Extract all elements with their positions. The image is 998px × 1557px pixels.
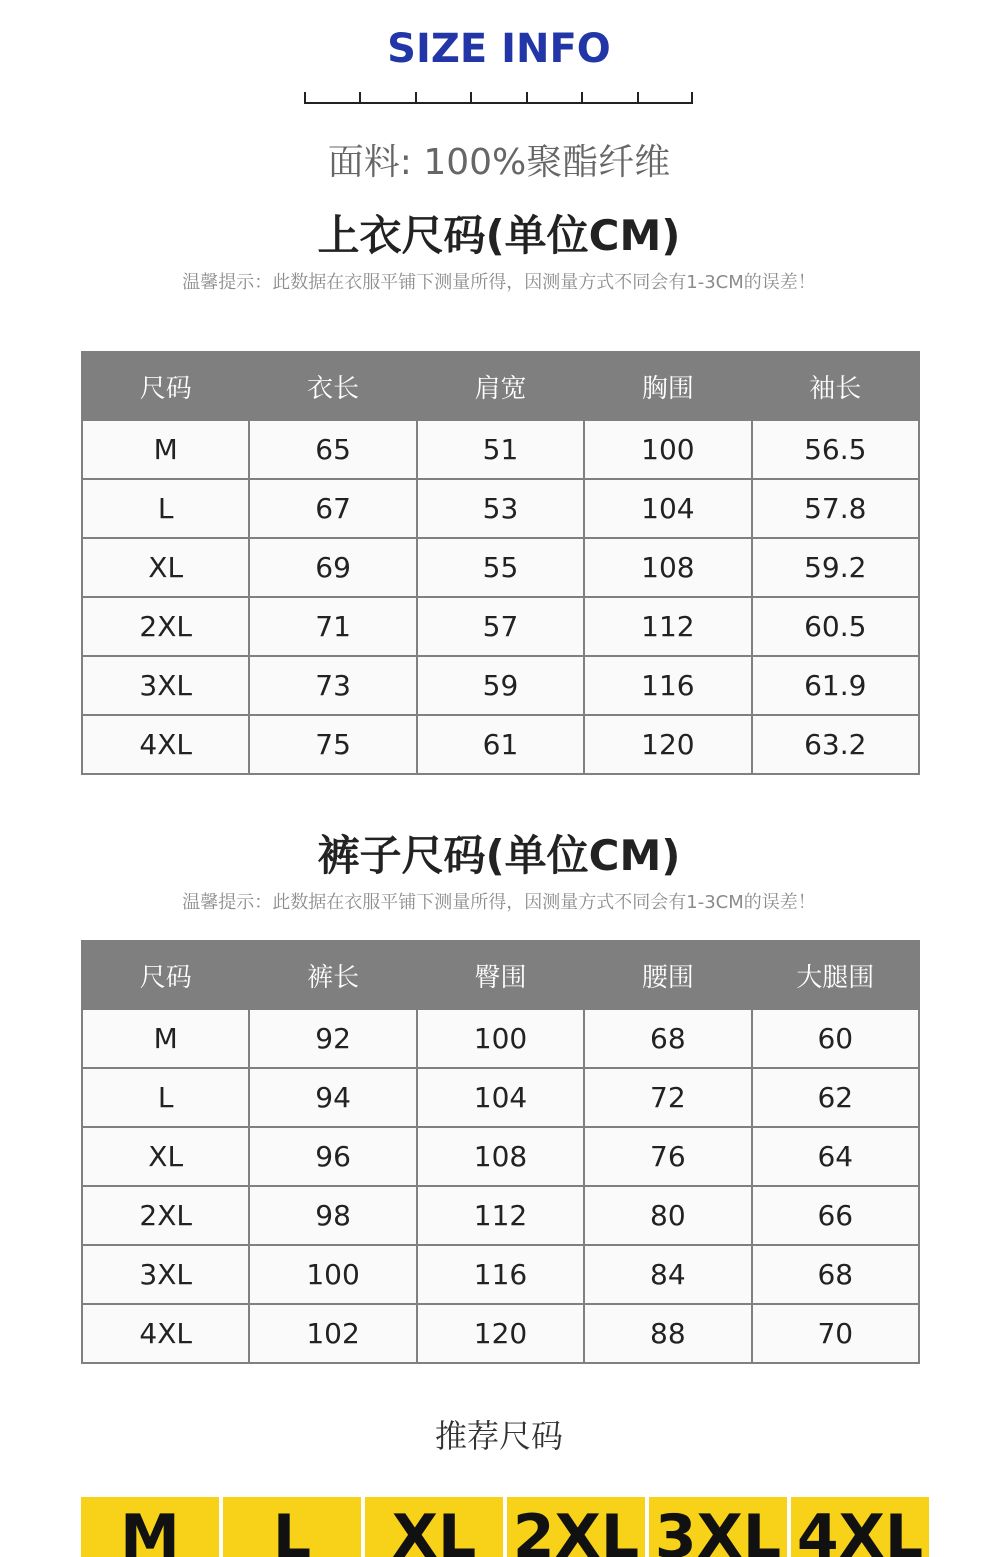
size-info-title: SIZE INFO: [387, 26, 611, 72]
table-cell: 71: [249, 597, 416, 656]
table-row: [82, 1127, 919, 1186]
table-cell: 3XL: [82, 656, 249, 715]
table-row: [82, 1068, 919, 1127]
table-cell: 57.8: [752, 479, 919, 538]
table-cell: 108: [417, 1127, 584, 1186]
table-row: [82, 597, 919, 656]
ruler-tick: [359, 92, 361, 102]
table-cell: 3XL: [82, 1245, 249, 1304]
table-cell: 68: [584, 1009, 751, 1068]
table-cell: 4XL: [82, 1304, 249, 1363]
table-cell: XL: [82, 1127, 249, 1186]
table-row: [82, 1186, 919, 1245]
table-cell: 69: [249, 538, 416, 597]
table-cell: 108: [584, 538, 751, 597]
table-cell: 61: [417, 715, 584, 774]
table-row: [82, 656, 919, 715]
table-row: [82, 715, 919, 774]
table-row: [82, 479, 919, 538]
table-cell: 57: [417, 597, 584, 656]
table-cell: 73: [249, 656, 416, 715]
recommend-size-2xl[interactable]: 2XL: [507, 1497, 645, 1557]
table-cell: 120: [584, 715, 751, 774]
table-cell: 65: [249, 420, 416, 479]
column-header: 尺码: [82, 352, 249, 420]
pants-size-title: 裤子尺码(单位CM): [317, 831, 681, 880]
table-cell: 62: [752, 1068, 919, 1127]
table-cell: 55: [417, 538, 584, 597]
table-cell: 68: [752, 1245, 919, 1304]
ruler-tick: [637, 92, 639, 102]
table-cell: 76: [584, 1127, 751, 1186]
table-cell: 59.2: [752, 538, 919, 597]
table-row: [82, 538, 919, 597]
table-cell: 98: [249, 1186, 416, 1245]
table-cell: 61.9: [752, 656, 919, 715]
column-header: 衣长: [249, 352, 416, 420]
table-cell: 84: [584, 1245, 751, 1304]
table-cell: 56.5: [752, 420, 919, 479]
recommend-size-4xl[interactable]: 4XL: [791, 1497, 929, 1557]
column-header: 胸围: [584, 352, 751, 420]
table-cell: 88: [584, 1304, 751, 1363]
table-cell: 75: [249, 715, 416, 774]
table-cell: 112: [417, 1186, 584, 1245]
table-cell: 116: [417, 1245, 584, 1304]
fabric-info: 面料: 100%聚酯纤维: [327, 142, 671, 183]
table-cell: XL: [82, 538, 249, 597]
table-cell: M: [82, 1009, 249, 1068]
table-cell: 104: [584, 479, 751, 538]
column-header: 尺码: [82, 941, 249, 1009]
table-cell: 64: [752, 1127, 919, 1186]
table-cell: 66: [752, 1186, 919, 1245]
recommend-size-l[interactable]: L: [223, 1497, 361, 1557]
table-cell: M: [82, 420, 249, 479]
table-cell: 120: [417, 1304, 584, 1363]
table-cell: 60: [752, 1009, 919, 1068]
table-cell: 60.5: [752, 597, 919, 656]
table-cell: L: [82, 1068, 249, 1127]
top-size-title: 上衣尺码(单位CM): [317, 211, 681, 260]
recommend-title: 推荐尺码: [434, 1417, 563, 1455]
table-cell: 92: [249, 1009, 416, 1068]
table-cell: 112: [584, 597, 751, 656]
table-row: [82, 1009, 919, 1068]
table-cell: 4XL: [82, 715, 249, 774]
table-header-row: [82, 352, 919, 420]
table-cell: 53: [417, 479, 584, 538]
recommend-size-3xl[interactable]: 3XL: [649, 1497, 787, 1557]
table-cell: 70: [752, 1304, 919, 1363]
table-row: [82, 420, 919, 479]
pants-size-table: [81, 940, 920, 1364]
ruler-decoration: [304, 92, 693, 104]
table-cell: 80: [584, 1186, 751, 1245]
table-cell: 96: [249, 1127, 416, 1186]
table-cell: 2XL: [82, 1186, 249, 1245]
table-row: [82, 1304, 919, 1363]
table-cell: 100: [249, 1245, 416, 1304]
column-header: 大腿围: [752, 941, 919, 1009]
table-cell: 72: [584, 1068, 751, 1127]
ruler-tick: [581, 92, 583, 102]
column-header: 袖长: [752, 352, 919, 420]
table-cell: 100: [417, 1009, 584, 1068]
recommend-size-row: [81, 1497, 929, 1557]
column-header: 臀围: [417, 941, 584, 1009]
column-header: 腰围: [584, 941, 751, 1009]
table-cell: 104: [417, 1068, 584, 1127]
table-row: [82, 1245, 919, 1304]
ruler-tick: [415, 92, 417, 102]
table-cell: 59: [417, 656, 584, 715]
recommend-size-xl[interactable]: XL: [365, 1497, 503, 1557]
table-cell: 2XL: [82, 597, 249, 656]
recommend-size-m[interactable]: M: [81, 1497, 219, 1557]
ruler-tick: [470, 92, 472, 102]
table-cell: L: [82, 479, 249, 538]
column-header: 裤长: [249, 941, 416, 1009]
table-cell: 102: [249, 1304, 416, 1363]
pants-size-note: 温馨提示：此数据在衣服平铺下测量所得，因测量方式不同会有1-3CM的误差！: [182, 892, 816, 913]
table-header-row: [82, 941, 919, 1009]
column-header: 肩宽: [417, 352, 584, 420]
top-size-note: 温馨提示：此数据在衣服平铺下测量所得，因测量方式不同会有1-3CM的误差！: [182, 272, 816, 293]
table-cell: 51: [417, 420, 584, 479]
table-cell: 116: [584, 656, 751, 715]
table-cell: 100: [584, 420, 751, 479]
table-cell: 63.2: [752, 715, 919, 774]
table-cell: 67: [249, 479, 416, 538]
top-size-table: [81, 351, 920, 775]
table-cell: 94: [249, 1068, 416, 1127]
ruler-tick: [526, 92, 528, 102]
